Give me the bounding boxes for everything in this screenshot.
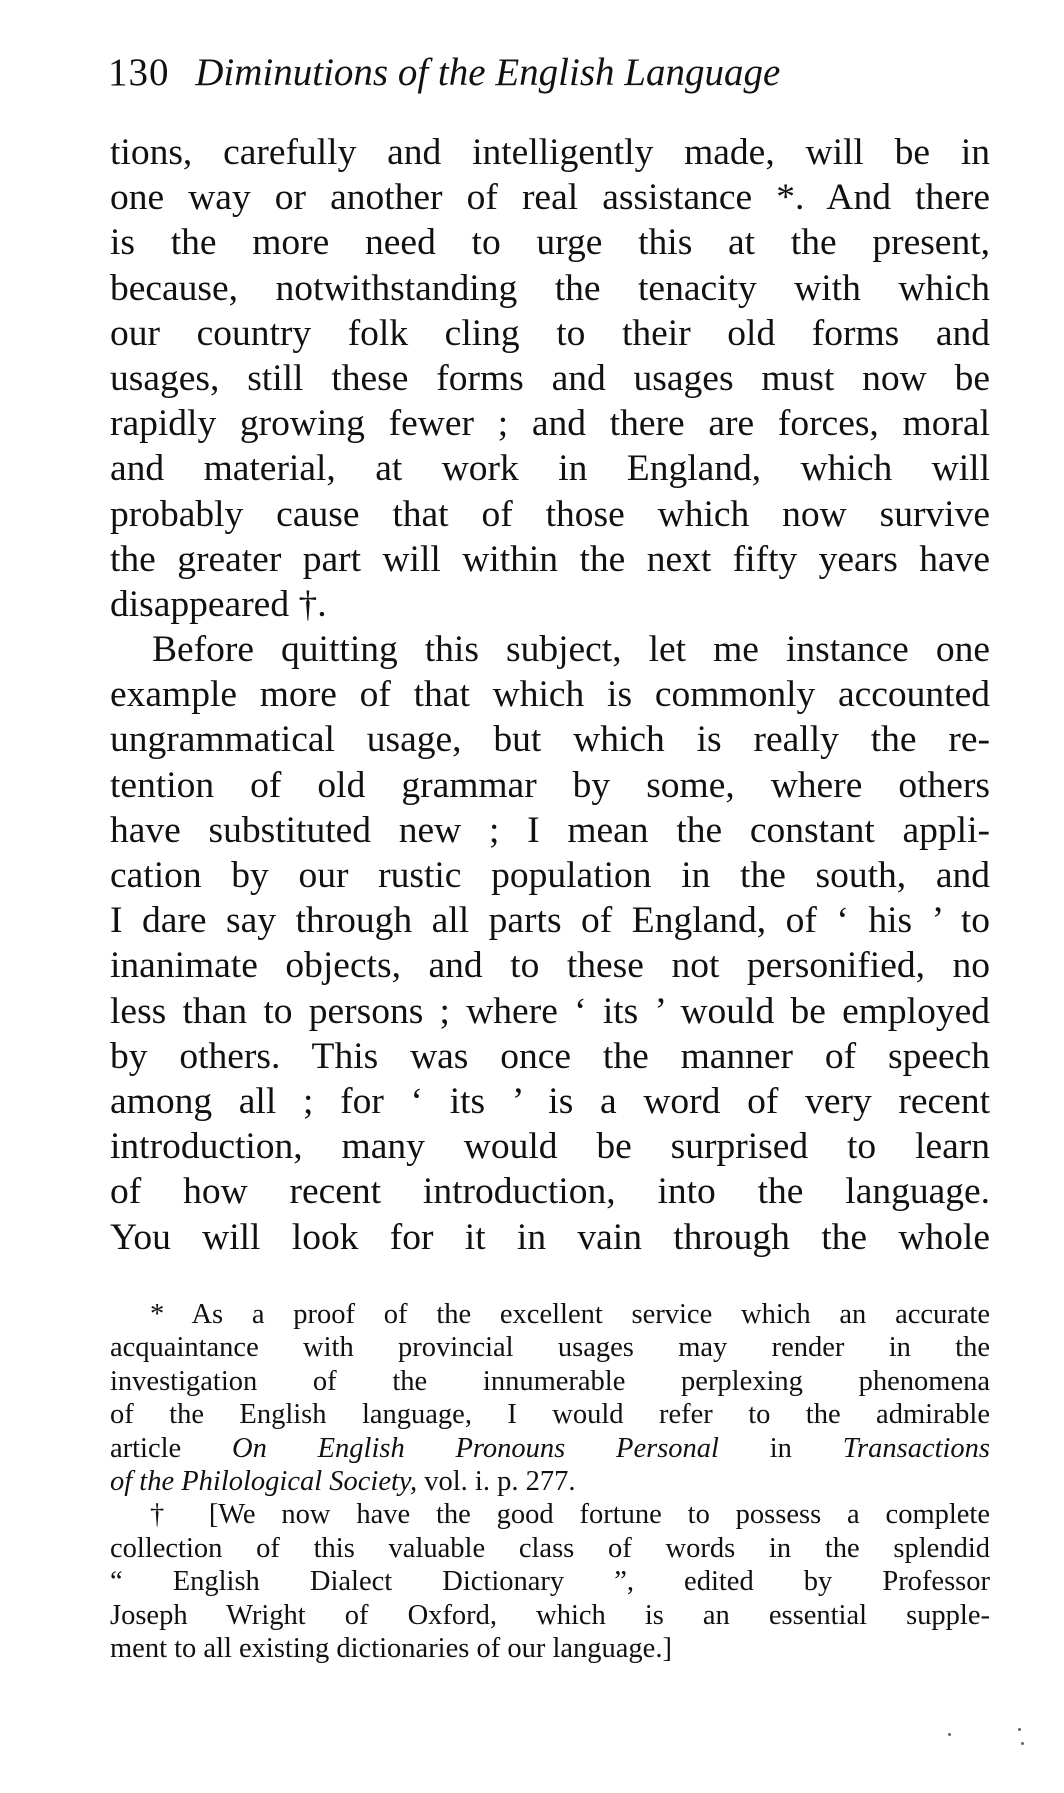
text-line: by others. This was once the manner of speech — [110, 1035, 990, 1077]
text-line: usages, still these forms and usages must now be — [110, 357, 990, 399]
footnote-line-citation — [110, 1465, 990, 1498]
text-line: of how recent introduction, into the language. — [110, 1171, 990, 1213]
text-line: tions, carefully and intelligently made, will be in — [110, 132, 990, 173]
running-title: Diminutions of the English Language — [195, 51, 781, 94]
text-line: ungrammatical usage, but which is really the re- — [110, 719, 990, 761]
text-line: You will look for it in vain through the whole — [110, 1216, 990, 1258]
text-line: I dare say through all parts of England, of ‘ his ’ to — [110, 900, 990, 942]
text-line: disappeared †. — [110, 583, 327, 625]
journal-title: Transactions — [842, 1432, 991, 1464]
text-line: the greater part will within the next fifty years have — [110, 538, 990, 580]
page-number: 130 — [108, 51, 170, 94]
text-line: probably cause that of those which now survive — [110, 493, 990, 535]
paragraph-start-line: Before quitting this subject, let me instance one — [152, 629, 990, 671]
footnote-text: in — [769, 1432, 792, 1464]
text-line: have substituted new ; I mean the constant appli- — [110, 809, 990, 851]
footnote-line: * As a proof of the excellent service which an accurate — [150, 1299, 990, 1330]
footnote-line: collection of this valuable class of words in the splendid — [110, 1532, 990, 1564]
footnote-line: Joseph Wright of Oxford, which is an essential supple- — [110, 1599, 990, 1631]
text-line: less than to persons ; where ‘ its ’ would be employed — [110, 990, 990, 1032]
text-line: introduction, many would be surprised to learn — [110, 1126, 990, 1168]
footnote-line: “ English Dialect Dictionary ”, edited by Professor — [110, 1566, 990, 1598]
text-line: tention of old grammar by some, where others — [110, 764, 990, 806]
footnote-text: article — [110, 1432, 182, 1464]
text-line: cation by our rustic population in the south, and — [110, 855, 990, 896]
footnote-line: acquaintance with provincial usages may render in the — [110, 1332, 990, 1364]
citation-volume: vol. i. p. 277. — [424, 1465, 576, 1497]
text-line: our country folk cling to their old forms and — [110, 312, 990, 354]
body-text — [110, 130, 990, 1260]
footnotes — [110, 1298, 990, 1665]
scan-speck — [948, 1733, 951, 1736]
text-line: and material, at work in England, which will — [110, 448, 990, 490]
text-line: one way or another of real assistance *. And there — [110, 177, 990, 219]
text-line: among all ; for ‘ its ’ is a word of very recent — [110, 1080, 990, 1122]
footnote-line: † [We now have the good fortune to possess a complete — [150, 1499, 990, 1531]
text-line: example more of that which is commonly accounted — [110, 674, 990, 716]
footnote-line-citation — [110, 1432, 990, 1465]
running-header — [108, 48, 988, 98]
footnote-line: ment to all existing dictionaries of our language.] — [110, 1632, 672, 1664]
scan-speck — [1021, 1742, 1024, 1745]
footnote-line: of the English language, I would refer to the admirable — [110, 1399, 990, 1431]
text-line: rapidly growing fewer ; and there are forces, moral — [110, 403, 990, 445]
scan-speck — [1018, 1728, 1021, 1731]
text-line: is the more need to urge this at the present, — [110, 222, 990, 264]
text-line: inanimate objects, and to these not personified, no — [110, 945, 990, 987]
journal-title-cont: of the Philological Society, — [110, 1465, 418, 1497]
article-title: On English Pronouns Personal — [232, 1432, 719, 1464]
text-line: because, notwithstanding the tenacity with which — [110, 267, 990, 309]
footnote-line: investigation of the innumerable perplexing phenomena — [110, 1365, 990, 1397]
